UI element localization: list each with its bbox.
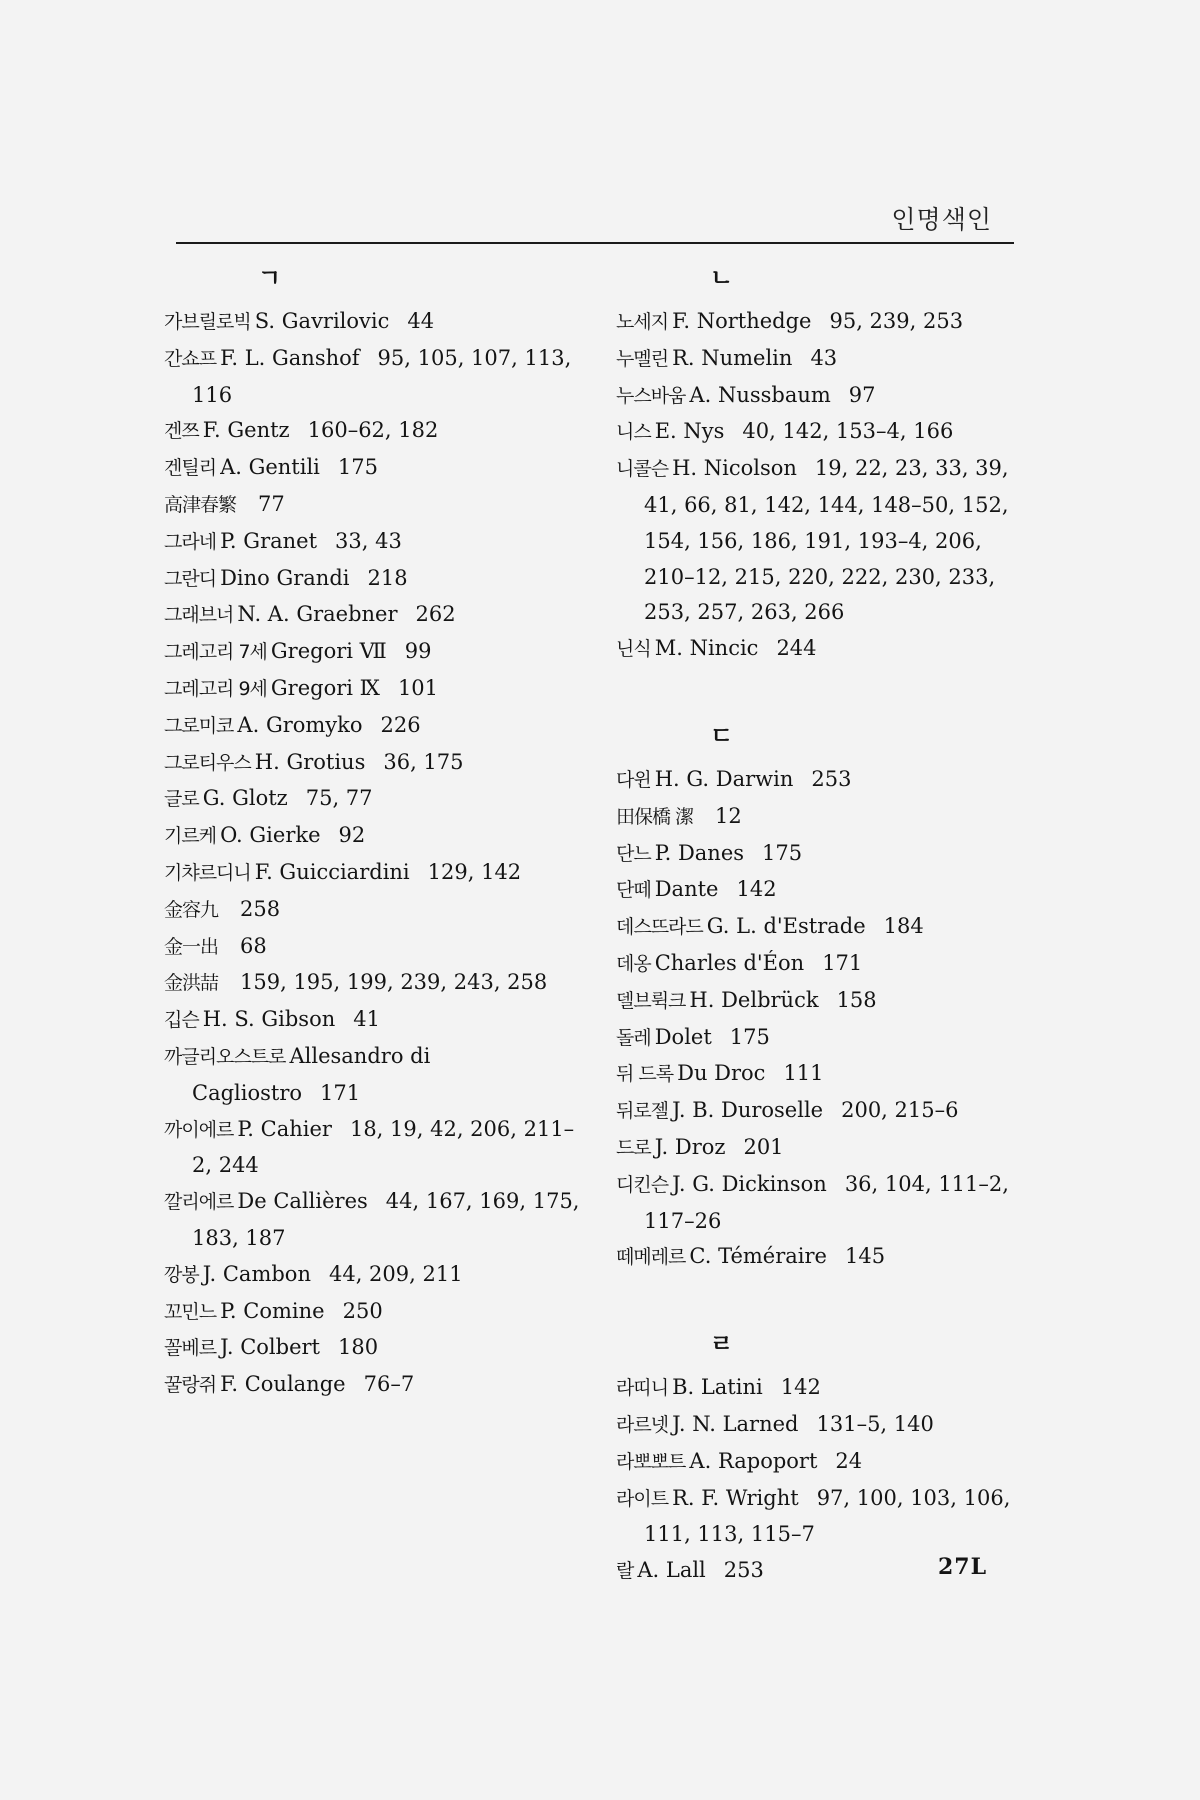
entry-original-name: A. Rapoport — [689, 1448, 818, 1473]
entry-korean-name: 깔리에르 — [164, 1191, 234, 1214]
header-rule — [176, 242, 1014, 244]
entry-page-refs: 92 — [338, 823, 366, 848]
entry-korean-name: 니콜슨 — [616, 458, 669, 481]
index-entry — [164, 1112, 584, 1185]
entry-original-name: G. L. d'Estrade — [706, 914, 866, 939]
index-entry — [164, 487, 584, 524]
entry-page-refs: 131–5, 140 — [816, 1411, 934, 1436]
index-entry — [164, 1184, 584, 1257]
entry-korean-name: 金洪喆 — [164, 972, 219, 995]
entry-korean-name: 글로 — [164, 788, 199, 811]
entry-korean-name: 그레고리 7세 — [164, 641, 267, 664]
entry-korean-name: 니스 — [616, 421, 651, 444]
index-entry — [164, 818, 584, 855]
entry-korean-name: 그란디 — [164, 567, 217, 590]
entry-page-refs: 258 — [240, 896, 281, 921]
entry-page-refs: 160–62, 182 — [307, 418, 439, 443]
entry-korean-name: 까글리오스트로 — [164, 1045, 286, 1068]
entry-korean-name: 델브뤽크 — [616, 989, 686, 1012]
index-entry — [616, 762, 1036, 799]
index-entry — [616, 1167, 1036, 1240]
entry-original-name: O. Gierke — [220, 823, 321, 848]
entry-korean-name: 누멜린 — [616, 347, 669, 370]
entry-original-name: H. Nicolson — [672, 456, 797, 481]
entry-original-name: M. Nincic — [654, 636, 759, 661]
entry-page-refs: 142 — [736, 877, 777, 902]
entry-page-refs: 175 — [729, 1024, 770, 1049]
index-entry — [164, 892, 584, 929]
entry-page-refs: 145 — [844, 1244, 886, 1269]
entry-korean-name: 다윈 — [616, 768, 651, 791]
index-entry — [164, 781, 584, 818]
entry-korean-name: 그로미코 — [164, 714, 234, 737]
entry-korean-name: 노세지 — [616, 311, 669, 333]
entry-page-refs: 175 — [762, 840, 803, 865]
entry-original-name: A. Gentili — [220, 455, 320, 480]
index-section — [616, 1332, 1036, 1590]
index-entry — [164, 1257, 584, 1294]
entry-original-name: E. Nys — [654, 419, 725, 444]
entry-korean-name: 간쇼프 — [164, 347, 217, 370]
entry-korean-name: 라띠니 — [616, 1377, 669, 1400]
entry-page-refs: 250 — [342, 1298, 383, 1323]
index-entry — [616, 304, 1036, 341]
entry-korean-name: 데옹 — [616, 952, 651, 975]
entry-original-name: Charles d'Éon — [654, 950, 805, 975]
entry-page-refs: 41 — [353, 1007, 380, 1032]
entry-korean-name: 깁슨 — [164, 1009, 199, 1032]
index-entry — [164, 597, 584, 634]
entry-korean-name: 그레고리 9세 — [164, 677, 267, 700]
entry-page-refs: 253 — [811, 766, 852, 791]
entry-page-refs: 95, 105, 107, 113, 116 — [192, 345, 572, 407]
entry-korean-name: 라이트 — [616, 1487, 669, 1510]
entry-original-name: A. Nussbaum — [689, 382, 831, 407]
entry-original-name: Dolet — [654, 1024, 712, 1049]
index-entry — [616, 378, 1036, 415]
index-entry — [616, 451, 1036, 631]
index-entry — [164, 413, 584, 450]
entry-original-name: F. L. Ganshof — [220, 345, 360, 370]
index-entry — [164, 524, 584, 561]
index-entry — [164, 745, 584, 782]
entry-original-name: P. Granet — [220, 528, 318, 553]
entry-korean-name: 꿀랑쥐 — [164, 1374, 217, 1397]
index-entry — [616, 631, 1036, 668]
entry-page-refs: 76–7 — [363, 1372, 415, 1397]
entry-page-refs: 200, 215–6 — [841, 1098, 959, 1123]
entry-page-refs: 43 — [810, 345, 838, 370]
entry-page-refs: 99 — [404, 639, 432, 664]
index-entry — [616, 1444, 1036, 1481]
entry-original-name: P. Comine — [220, 1298, 325, 1323]
entry-original-name: J. Droz — [654, 1134, 726, 1159]
index-entry — [616, 799, 1036, 836]
entry-korean-name: 그래브너 — [164, 604, 234, 627]
entry-page-refs: 253 — [723, 1558, 764, 1583]
index-entry — [164, 1330, 584, 1367]
entry-original-name: H. Grotius — [254, 749, 366, 774]
entry-korean-name: 라뽀뽀트 — [616, 1450, 686, 1473]
index-entry — [164, 1039, 584, 1112]
entry-korean-name: 기르케 — [164, 825, 217, 848]
entry-korean-name: 겐쯔 — [164, 420, 199, 443]
index-entry — [164, 561, 584, 598]
entry-original-name: Gregori Ⅶ — [270, 639, 387, 664]
entry-korean-name: 랄 — [616, 1560, 634, 1583]
entry-page-refs: 262 — [415, 602, 456, 627]
entry-original-name: R. Numelin — [672, 345, 793, 370]
running-head: 인명색인 — [891, 205, 992, 234]
entry-korean-name: 田保橋 潔 — [616, 805, 694, 828]
entry-page-refs: 44, 209, 211 — [328, 1261, 463, 1286]
entry-page-refs: 184 — [883, 914, 924, 939]
entry-original-name: Allesandro di Cagliostro — [192, 1043, 431, 1105]
index-entry — [616, 909, 1036, 946]
index-entry — [164, 1367, 584, 1404]
index-column-left — [164, 266, 584, 1460]
entry-korean-name: 기챠르디니 — [164, 861, 251, 884]
entry-page-refs: 201 — [743, 1134, 784, 1159]
index-entry — [616, 1481, 1036, 1554]
index-entry — [616, 1020, 1036, 1057]
entry-korean-name: 돌레 — [616, 1026, 651, 1049]
entry-korean-name: 金容九 — [164, 898, 219, 921]
entry-original-name: J. B. Duroselle — [672, 1098, 824, 1123]
entry-page-refs: 111 — [783, 1061, 824, 1086]
index-entry — [616, 946, 1036, 983]
entry-korean-name: 그로티우스 — [164, 751, 251, 774]
entry-original-name: P. Danes — [654, 840, 745, 865]
entry-original-name: De Callières — [237, 1189, 368, 1214]
entry-original-name: A. Gromyko — [237, 712, 363, 737]
entry-original-name: H. Delbrück — [689, 987, 819, 1012]
entry-korean-name: 꼴베르 — [164, 1337, 217, 1360]
entry-original-name: Dante — [654, 877, 719, 902]
entry-page-refs: 12 — [715, 803, 742, 828]
entry-page-refs: 18, 19, 42, 206, 211–2, 244 — [192, 1116, 575, 1178]
section-letter: ㄴ — [710, 264, 734, 292]
entry-original-name: B. Latini — [672, 1375, 763, 1400]
entry-page-refs: 97, 100, 103, 106, 111, 113, 115–7 — [644, 1485, 1011, 1547]
entry-original-name: Gregori Ⅸ — [270, 675, 380, 700]
entry-korean-name: 깡봉 — [164, 1263, 199, 1286]
entry-original-name: S. Gavrilovic — [254, 309, 390, 333]
index-entry — [164, 708, 584, 745]
entry-korean-name: 라르넷 — [616, 1413, 669, 1436]
index-entry — [164, 929, 584, 966]
entry-page-refs: 142 — [780, 1375, 821, 1400]
entry-page-refs: 218 — [367, 565, 408, 590]
entry-page-refs: 97 — [848, 382, 876, 407]
entry-korean-name: 닌식 — [616, 638, 651, 661]
entry-page-refs: 180 — [337, 1335, 379, 1360]
entry-korean-name: 단느 — [616, 842, 651, 865]
index-entry — [616, 341, 1036, 378]
entry-korean-name: 꼬민느 — [164, 1300, 217, 1323]
index-entry — [616, 983, 1036, 1020]
entry-page-refs: 95, 239, 253 — [829, 309, 964, 333]
entry-original-name: P. Cahier — [237, 1116, 332, 1141]
section-letter: ㄱ — [258, 264, 282, 292]
entry-original-name: Du Droc — [677, 1061, 766, 1086]
entry-original-name: J. Colbert — [220, 1335, 320, 1360]
index-entry — [164, 450, 584, 487]
entry-original-name: F. Coulange — [220, 1372, 346, 1397]
entry-original-name: Dino Grandi — [220, 565, 350, 590]
index-entry — [164, 1002, 584, 1039]
entry-korean-name: 가브릴로빅 — [164, 311, 251, 333]
entry-page-refs: 77 — [258, 491, 285, 516]
index-entry — [164, 1294, 584, 1331]
index-entry — [164, 341, 584, 414]
index-section — [616, 721, 1036, 1276]
index-entry — [616, 836, 1036, 873]
entry-page-refs: 244 — [776, 636, 817, 661]
page-number: 27L — [938, 1554, 988, 1580]
entry-korean-name: 그라네 — [164, 530, 217, 553]
entry-korean-name: 金一出 — [164, 935, 219, 958]
entry-original-name: C. Téméraire — [689, 1244, 827, 1269]
index-entry — [164, 634, 584, 671]
entry-korean-name: 데스뜨라드 — [616, 916, 703, 939]
index-section — [616, 266, 1036, 668]
entry-page-refs: 129, 142 — [427, 859, 522, 884]
entry-page-refs: 175 — [337, 455, 378, 480]
index-entry — [616, 1093, 1036, 1130]
entry-original-name: N. A. Graebner — [237, 602, 398, 627]
entry-original-name: F. Guicciardini — [254, 859, 410, 884]
entry-page-refs: 68 — [240, 933, 267, 958]
entry-korean-name: 디킨슨 — [616, 1173, 669, 1196]
entry-original-name: F. Gentz — [202, 418, 290, 443]
entry-korean-name: 단떼 — [616, 879, 651, 902]
entry-page-refs: 40, 142, 153–4, 166 — [742, 419, 954, 444]
entry-original-name: H. G. Darwin — [654, 766, 794, 791]
entry-page-refs: 19, 22, 23, 33, 39, 41, 66, 81, 142, 144, 148–50, 152, 154, 156, 186, 191, 193–4, 206, 210–12, 215, 220, 222, 230, 233, 253, 257, 263, 266 — [644, 456, 1009, 625]
entry-korean-name: 떼메레르 — [616, 1246, 686, 1269]
index-entry — [616, 414, 1036, 451]
entry-page-refs: 44, 167, 169, 175, 183, 187 — [192, 1189, 580, 1250]
index-entry — [616, 1407, 1036, 1444]
entry-original-name: G. Glotz — [202, 786, 288, 811]
entry-original-name: F. Northedge — [672, 309, 812, 333]
entry-original-name: H. S. Gibson — [202, 1007, 336, 1032]
entry-page-refs: 226 — [380, 712, 421, 737]
entry-original-name: J. N. Larned — [672, 1411, 799, 1436]
index-entry — [164, 304, 584, 341]
entry-page-refs: 171 — [822, 950, 863, 975]
index-section — [164, 266, 584, 1404]
entry-korean-name: 高津春繁 — [164, 493, 237, 516]
entry-page-refs: 36, 104, 111–2, 117–26 — [644, 1171, 1009, 1233]
entry-korean-name: 겐틸리 — [164, 457, 217, 480]
entry-original-name: J. Cambon — [202, 1261, 311, 1286]
index-entry — [164, 855, 584, 892]
index-entry — [164, 671, 584, 708]
entry-page-refs: 33, 43 — [335, 528, 402, 553]
entry-page-refs: 158 — [836, 987, 877, 1012]
entry-korean-name: 드로 — [616, 1136, 651, 1159]
entry-page-refs: 101 — [397, 675, 439, 700]
entry-original-name: J. G. Dickinson — [672, 1171, 827, 1196]
entry-original-name: A. Lall — [637, 1558, 706, 1583]
entry-page-refs: 24 — [835, 1448, 863, 1473]
entry-original-name: R. F. Wright — [672, 1485, 799, 1510]
index-column-right — [616, 266, 1036, 1646]
entry-page-refs: 171 — [320, 1080, 361, 1105]
index-entry — [616, 872, 1036, 909]
entry-korean-name: 뒤 드록 — [616, 1063, 674, 1086]
entry-page-refs: 36, 175 — [383, 749, 464, 774]
entry-page-refs: 159, 195, 199, 239, 243, 258 — [240, 970, 548, 995]
section-letter: ㄹ — [710, 1330, 734, 1359]
index-entry — [616, 1130, 1036, 1167]
entry-page-refs: 44 — [407, 309, 435, 333]
index-entry — [616, 1239, 1036, 1276]
section-letter: ㄷ — [710, 721, 734, 750]
index-entry — [164, 965, 584, 1002]
entry-page-refs: 75, 77 — [305, 786, 373, 811]
index-entry — [616, 1056, 1036, 1093]
entry-korean-name: 까이에르 — [164, 1118, 234, 1141]
index-entry — [616, 1370, 1036, 1407]
entry-korean-name: 누스바움 — [616, 384, 686, 407]
entry-korean-name: 뒤로젤 — [616, 1100, 669, 1123]
